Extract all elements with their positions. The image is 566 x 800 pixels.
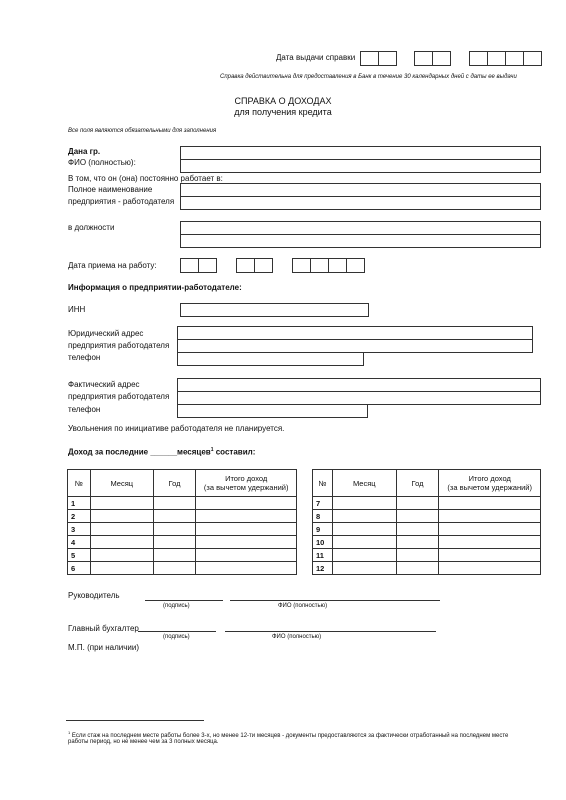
hire-date-label: Дата приема на работу:	[68, 261, 157, 270]
month-cell[interactable]	[332, 536, 396, 549]
col-year-header: Год	[396, 470, 439, 497]
total-income-cell[interactable]	[439, 510, 541, 523]
col-total-header-line2: (за вычетом удержаний)	[447, 483, 532, 492]
total-income-cell[interactable]	[439, 536, 541, 549]
footnote-ref: 1	[68, 730, 71, 735]
full-name-label: ФИО (полностью):	[68, 158, 136, 167]
row-number: 5	[68, 549, 91, 562]
table-row	[68, 497, 297, 510]
table-row	[68, 523, 297, 536]
year-cell[interactable]	[396, 549, 439, 562]
total-income-cell[interactable]	[196, 510, 297, 523]
issued-to-label: Дана гр.	[68, 147, 101, 156]
actual-address-field-1[interactable]	[177, 378, 541, 392]
month-cell[interactable]	[90, 536, 153, 549]
row-number: 10	[313, 536, 333, 549]
month-cell[interactable]	[332, 523, 396, 536]
head-name-line[interactable]	[230, 600, 440, 601]
year-cell[interactable]	[396, 562, 439, 575]
table-row	[68, 536, 297, 549]
row-number: 6	[68, 562, 91, 575]
total-income-cell[interactable]	[439, 549, 541, 562]
month-cell[interactable]	[90, 562, 153, 575]
year-cell[interactable]	[153, 497, 196, 510]
col-month-header: Месяц	[332, 470, 396, 497]
accountant-signature-line[interactable]	[138, 631, 216, 632]
col-total-header-line1: Итого доход	[225, 474, 268, 483]
month-cell[interactable]	[332, 562, 396, 575]
year-cell[interactable]	[396, 497, 439, 510]
col-num-header: №	[313, 470, 333, 497]
accountant-name-line[interactable]	[225, 631, 436, 632]
table-row	[313, 523, 541, 536]
col-total-header	[439, 470, 541, 497]
company-name-label-1: Полное наименование	[68, 185, 153, 194]
table-row	[313, 510, 541, 523]
head-signature-caption: (подпись)	[163, 603, 190, 609]
row-number: 12	[313, 562, 333, 575]
total-income-cell[interactable]	[439, 523, 541, 536]
month-cell[interactable]	[90, 497, 153, 510]
total-income-cell[interactable]	[196, 536, 297, 549]
total-income-cell[interactable]	[196, 497, 297, 510]
actual-address-label-1: Фактический адрес	[68, 380, 140, 389]
month-cell[interactable]	[90, 523, 153, 536]
footnote-line-2: работы период, но не менее чем за 3 полных месяца.	[68, 739, 219, 745]
legal-address-field-1[interactable]	[177, 326, 533, 340]
employer-section-title: Информация о предприятии-работодателе:	[68, 283, 242, 292]
row-number: 8	[313, 510, 333, 523]
company-name-field-1[interactable]	[180, 183, 541, 197]
seal-label: М.П. (при наличии)	[68, 643, 139, 652]
table-row	[68, 510, 297, 523]
total-income-cell[interactable]	[196, 562, 297, 575]
company-name-label-2: предприятия - работодателя	[68, 197, 175, 206]
works-at-intro: В том, что он (она) постоянно работает в:	[68, 174, 223, 183]
accountant-signature-caption: (подпись)	[163, 634, 190, 640]
head-label: Руководитель	[68, 591, 120, 600]
table-row	[68, 562, 297, 575]
col-month-header: Месяц	[90, 470, 153, 497]
footnote-text-1: Если стаж на последнем месте работы более 3-х, но менее 12-ти месяцев - документы предоставляются за фактически отработанный на последнем месте	[70, 733, 509, 739]
legal-phone-label: телефон	[68, 353, 101, 362]
position-label: в должности	[68, 223, 115, 232]
year-cell[interactable]	[153, 562, 196, 575]
total-income-cell[interactable]	[196, 523, 297, 536]
actual-address-label-2: предприятия работодателя	[68, 392, 170, 401]
row-number: 4	[68, 536, 91, 549]
row-number: 1	[68, 497, 91, 510]
row-number: 9	[313, 523, 333, 536]
month-cell[interactable]	[90, 510, 153, 523]
year-cell[interactable]	[153, 523, 196, 536]
month-cell[interactable]	[332, 497, 396, 510]
company-name-field-2[interactable]	[180, 196, 541, 210]
row-number: 7	[313, 497, 333, 510]
issue-day-cells[interactable]	[360, 51, 397, 66]
col-total-header	[196, 470, 297, 497]
year-cell[interactable]	[396, 536, 439, 549]
year-cell[interactable]	[153, 536, 196, 549]
hire-year-cells[interactable]	[292, 258, 365, 273]
table-row	[313, 562, 541, 575]
total-income-cell[interactable]	[439, 562, 541, 575]
head-name-caption: ФИО (полностью)	[278, 603, 328, 609]
legal-phone-field[interactable]	[177, 352, 364, 366]
income-table-left	[67, 469, 297, 575]
actual-phone-field[interactable]	[177, 404, 368, 418]
table-header-row	[68, 470, 297, 497]
income-title-prefix: Доход за последние ______месяцев	[68, 447, 211, 457]
table-header-row	[313, 470, 541, 497]
inn-field[interactable]	[180, 303, 369, 317]
col-total-header-line2: (за вычетом удержаний)	[203, 483, 289, 492]
row-number: 2	[68, 510, 91, 523]
issue-date-label: Дата выдачи справки	[276, 53, 356, 62]
total-income-cell[interactable]	[196, 549, 297, 562]
table-row	[313, 549, 541, 562]
position-field-1[interactable]	[180, 221, 541, 235]
month-cell[interactable]	[90, 549, 153, 562]
issue-year-cells[interactable]	[469, 51, 542, 66]
footnote-divider	[66, 720, 204, 721]
legal-address-field-2[interactable]	[177, 339, 533, 353]
month-cell[interactable]	[332, 510, 396, 523]
hire-month-cells[interactable]	[236, 258, 273, 273]
col-year-header: Год	[153, 470, 196, 497]
accountant-name-caption: ФИО (полностью)	[272, 634, 322, 640]
chief-accountant-label: Главный бухгалтер	[68, 624, 139, 633]
actual-address-field-2[interactable]	[177, 391, 541, 405]
legal-address-label-2: предприятия работодателя	[68, 341, 170, 350]
row-number: 11	[313, 549, 333, 562]
table-row	[313, 497, 541, 510]
full-name-field-2[interactable]	[180, 159, 541, 173]
doc-subtitle: для получения кредита	[234, 107, 332, 117]
footnote-line-1	[68, 730, 508, 739]
income-table-right	[312, 469, 541, 575]
hire-day-cells[interactable]	[180, 258, 217, 273]
validity-note: Справка действительна для предоставления в Банк в течение 30 календарных дней с даты ее выдачи	[220, 74, 517, 80]
income-title	[68, 447, 255, 457]
table-row	[313, 536, 541, 549]
year-cell[interactable]	[396, 510, 439, 523]
doc-title: СПРАВКА О ДОХОДАХ	[234, 96, 332, 106]
month-cell[interactable]	[332, 549, 396, 562]
legal-address-label-1: Юридический адрес	[68, 329, 144, 338]
year-cell[interactable]	[396, 523, 439, 536]
col-total-header-line1: Итого доход	[468, 474, 511, 483]
full-name-field-1[interactable]	[180, 146, 541, 160]
income-title-suffix: составил:	[213, 447, 256, 457]
head-signature-line[interactable]	[145, 600, 223, 601]
inn-label: ИНН	[68, 305, 86, 314]
total-income-cell[interactable]	[439, 497, 541, 510]
table-row	[68, 549, 297, 562]
col-num-header: №	[68, 470, 91, 497]
dismissal-note: Увольнения по инициативе работодателя не планируется.	[68, 424, 285, 433]
actual-phone-label: телефон	[68, 405, 101, 414]
year-cell[interactable]	[153, 549, 196, 562]
position-field-2[interactable]	[180, 234, 541, 248]
required-note: Все поля являются обязательными для заполнения	[68, 128, 217, 134]
issue-month-cells[interactable]	[414, 51, 451, 66]
year-cell[interactable]	[153, 510, 196, 523]
income-title-footnote-ref: 1	[210, 447, 214, 453]
row-number: 3	[68, 523, 91, 536]
